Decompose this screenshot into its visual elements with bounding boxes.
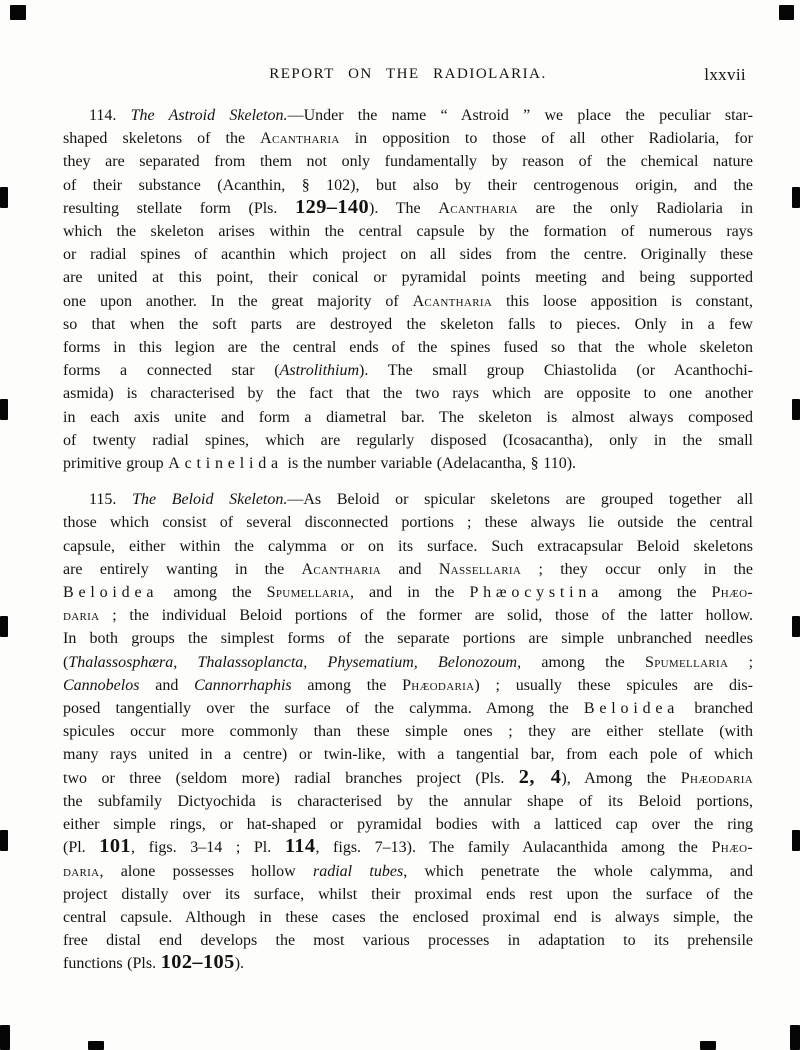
text-line [63, 174, 753, 197]
scan-mark [779, 5, 794, 20]
text-run: ). [234, 955, 245, 973]
text-line [63, 720, 753, 743]
text-run: asmida) is characterised by the fact that the two rays which are opposite to one another [63, 385, 753, 403]
text-line [63, 883, 753, 906]
text-run: Phæo- [711, 584, 754, 602]
text-run: , and in the [349, 584, 470, 602]
scan-mark [88, 1041, 104, 1050]
text-run: is the number variable (Adelacantha, § 110). [282, 455, 577, 473]
page-number: lxxvii [704, 65, 746, 84]
text-line [63, 104, 753, 127]
text-line [63, 429, 753, 452]
text-run: functions (Pls. [63, 955, 161, 973]
text-line [63, 697, 753, 720]
text-line [63, 836, 753, 859]
text-run: primitive group [63, 455, 169, 473]
text-line [63, 197, 753, 220]
text-run: capsule, either within the calymma or on its surface. Such extracapsular Beloid skeletons [63, 537, 753, 555]
text-line [63, 906, 753, 929]
scan-mark [792, 830, 800, 851]
text-line [63, 952, 753, 975]
text-line [63, 813, 753, 836]
text-run: are entirely wanting in the [63, 560, 302, 578]
text-line [63, 359, 753, 382]
text-line [63, 290, 753, 313]
text-run: ; the individual Beloid portions of the former are solid, those of the latter hollow. [99, 607, 753, 625]
page-header [63, 66, 753, 90]
page-body [63, 104, 753, 976]
text-run: among the [158, 584, 267, 602]
text-run: Thalassosphæra, Thalassoplancta, Physematium, Belonozoum, [68, 653, 522, 671]
text-line [63, 488, 753, 511]
text-run: and [139, 676, 195, 694]
text-line [63, 406, 753, 429]
text-run: 101 [99, 835, 131, 858]
scan-mark [0, 1025, 10, 1050]
paragraph-115 [63, 488, 753, 975]
text-run: 2, 4 [518, 765, 562, 788]
text-run: The Beloid Skeleton. [132, 491, 288, 509]
text-run: of twenty radial spines, which are regularly disposed (Icosacantha), only in the small [63, 431, 753, 449]
scan-mark [700, 1041, 716, 1050]
scan-mark [0, 187, 8, 208]
text-run: or radial spines of acanthin which project on all sides from the centre. Originally these [63, 246, 753, 264]
text-line [63, 336, 753, 359]
text-line [63, 558, 753, 581]
text-run: ; they occur only in the [521, 560, 753, 578]
text-run: resulting stellate form (Pls. [63, 199, 296, 217]
text-line [63, 313, 753, 336]
text-run: radial tubes [313, 862, 404, 880]
text-line [63, 674, 753, 697]
scan-mark [792, 616, 800, 637]
text-run: spicules occur more commonly than these simple ones ; they are either stellate (with [63, 723, 753, 741]
text-run: ( [63, 653, 69, 671]
scan-mark [792, 187, 800, 208]
text-run: ). The [369, 199, 439, 217]
text-line [63, 581, 753, 604]
text-run: Beloidea [583, 700, 680, 718]
text-run: daria [63, 607, 100, 625]
text-run: which the skeleton arises within the central capsule by the formation of numerous rays [63, 223, 753, 241]
text-run: —As Beloid or spicular skeletons are grouped together all [287, 491, 754, 509]
text-line [63, 651, 753, 674]
text-run: The Astroid Skeleton. [130, 107, 288, 124]
text-run: Nassellaria [438, 560, 522, 578]
text-run: this loose apposition is constant, [492, 292, 753, 310]
text-line [63, 150, 753, 173]
text-run: among the [291, 676, 403, 694]
text-run: 114. [89, 107, 131, 124]
text-run: in opposition to those of all other Radiolaria, for [339, 130, 753, 148]
text-run: Spumellaria [266, 584, 350, 602]
text-line [63, 929, 753, 952]
text-run: among the [603, 584, 712, 602]
text-run: ) ; usually these spicules are dis- [474, 676, 753, 694]
text-run: many rays united in a centre) or twin-like, with a tangential bar, from each pole of which [63, 746, 753, 764]
text-run: daria [63, 862, 100, 880]
text-run: , which penetrate the whole calymma, and [403, 862, 753, 880]
text-run: Spumellaria [645, 653, 729, 671]
text-run: one upon another. In the great majority of [63, 292, 413, 310]
text-run: Acantharia [301, 560, 382, 578]
text-run: project distally over its surface, whilst their proximal ends rest upon the surface of the [63, 885, 753, 903]
text-run: are the only Radiolaria in [517, 199, 753, 217]
text-run: ), Among the [561, 769, 681, 787]
scan-mark [792, 399, 800, 420]
text-run: they are separated from them not only fundamentally by reason of the chemical nature [63, 153, 753, 171]
text-run: In both groups the simplest forms of the separate portions are simple unbranched needles [63, 630, 753, 648]
text-run: Acantharia [260, 130, 340, 148]
text-line [63, 382, 753, 405]
text-run: two or three (seldom more) radial branches project (Pls. [63, 769, 519, 787]
text-run: Cannobelos [63, 676, 140, 694]
text-run: , figs. 7–13). The family Aulacanthida among the [315, 839, 712, 857]
text-run: Phæocystina [469, 584, 604, 602]
text-run: Actinelida [168, 455, 283, 473]
text-run: Phæodaria [680, 769, 754, 787]
text-run: ; [728, 653, 754, 671]
text-line [63, 243, 753, 266]
running-head-title: REPORT ON THE RADIOLARIA. [269, 66, 547, 82]
scan-mark [0, 616, 8, 637]
text-run: Beloidea [63, 584, 159, 602]
text-run: Cannorrhaphis [194, 676, 292, 694]
text-run: among the [521, 653, 645, 671]
text-run: Acantharia [412, 292, 493, 310]
text-run: 102–105 [160, 951, 235, 974]
text-run: of their substance (Acanthin, § 102), but also by their centrogenous origin, and the [63, 176, 753, 194]
text-run: forms in this legion are the central ends of the spines fused so that the whole skeleton [63, 339, 753, 357]
text-run: forms a connected star ( [63, 362, 280, 380]
text-line [63, 627, 753, 650]
text-line [63, 767, 753, 790]
scan-mark [790, 1025, 800, 1050]
text-line [63, 790, 753, 813]
scan-mark [0, 830, 8, 851]
text-line [63, 743, 753, 766]
text-line [63, 127, 753, 150]
text-run: , figs. 3–14 ; Pl. [131, 839, 285, 857]
text-line [63, 535, 753, 558]
text-run: 115. [89, 491, 133, 509]
text-line [63, 452, 753, 475]
text-line [63, 511, 753, 534]
text-run: 129–140 [295, 195, 370, 218]
text-run: , alone possesses hollow [99, 862, 313, 880]
scan-mark [10, 5, 26, 20]
text-run: Phæodaria [402, 676, 475, 694]
text-run: (Pl. [63, 839, 100, 857]
paragraph-114 [63, 104, 753, 475]
text-run: either simple rings, or hat-shaped or pyramidal bodies with a latticed cap over the ring [63, 816, 753, 834]
text-run: Acantharia [438, 199, 518, 217]
text-run: in each axis unite and form a diametral bar. The skeleton is almost always composed [63, 408, 753, 426]
text-run: ). The small group Chiastolida (or Acanthochi- [359, 362, 753, 380]
text-run: free distal end develops the most various processes in adaptation to its prehensile [63, 932, 753, 950]
scan-mark [0, 399, 8, 420]
text-run: 114 [284, 835, 316, 858]
text-run: posed tangentially over the surface of the calymma. Among the [63, 700, 584, 718]
text-run: Phæo- [711, 839, 754, 857]
text-run: those which consist of several disconnected portions ; these always lie outside the central [63, 514, 753, 532]
text-line [63, 220, 753, 243]
text-line [63, 860, 753, 883]
text-run: the subfamily Dictyochida is characterised by the annular shape of its Beloid portions, [63, 792, 753, 810]
text-run: and [381, 560, 439, 578]
text-run: Astrolithium [279, 362, 360, 380]
text-run: shaped skeletons of the [63, 130, 261, 148]
text-run: central capsule. Although in these cases the enclosed proximal end is always simple, the [63, 908, 753, 926]
text-run: —Under the name “ Astroid ” we place the peculiar star- [287, 107, 753, 124]
text-line [63, 266, 753, 289]
text-run: are united at this point, their conical or pyramidal points meeting and being supported [63, 269, 753, 287]
text-run: branched [679, 700, 753, 718]
text-line [63, 604, 753, 627]
text-run: so that when the soft parts are destroyed the skeleton falls to pieces. Only in a few [63, 315, 753, 333]
